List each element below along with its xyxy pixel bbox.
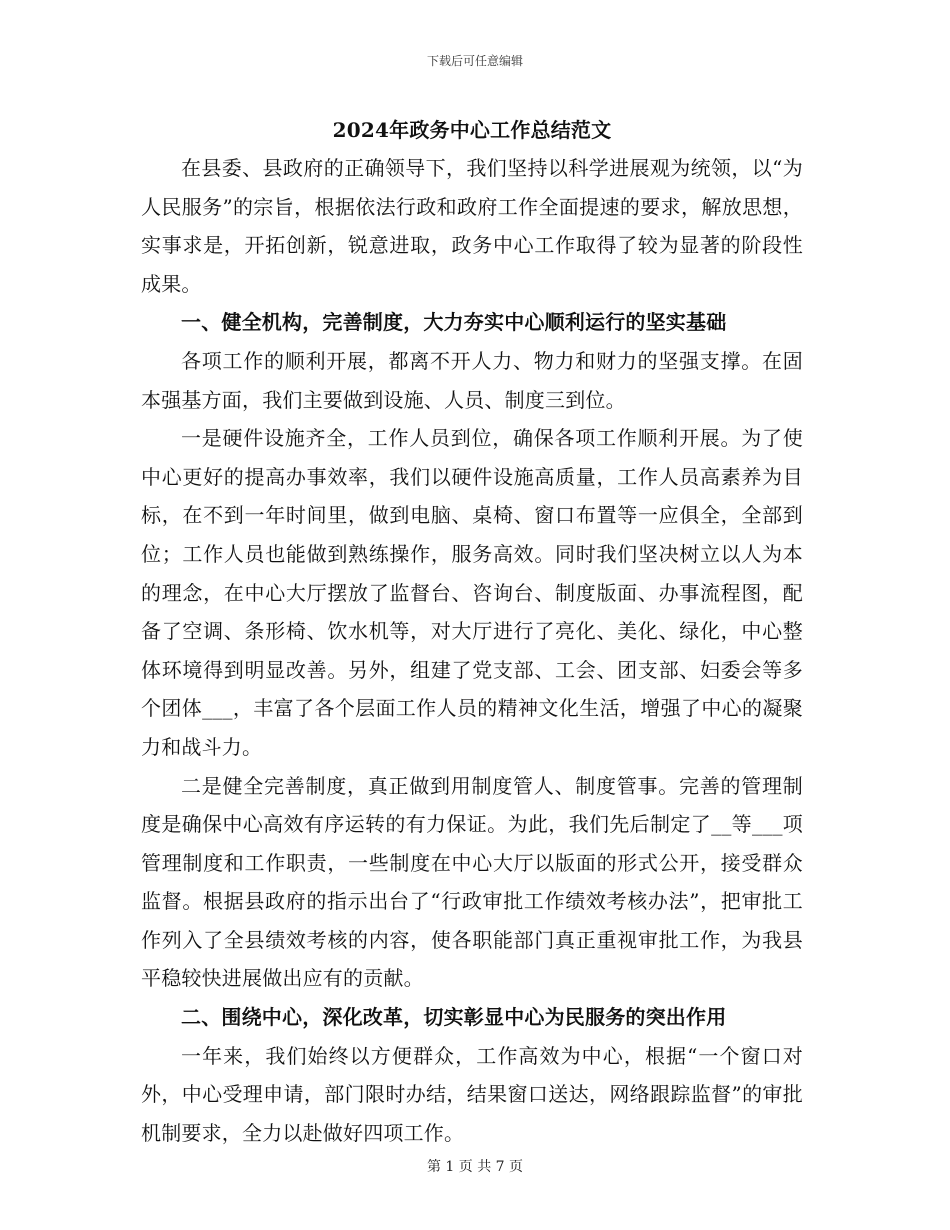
body-paragraph: 二是健全完善制度，真正做到用制度管人、制度管事。完善的管理制度是确保中心高效有序运转的有力保证。为此，我们先后制定了__等___项管理制度和工作职责，一些制度在中心大厅以版面的形式公开，接受群众监督。根据县政府的指示出台了“行政审批工作绩效考核办法”，把审批工作列入了全县绩效考核的内容，使各职能部门真正重视审批工作，为我县平稳较快进展做出应有的贡献。: [141, 773, 803, 991]
body-paragraph: 一是硬件设施齐全，工作人员到位，确保各项工作顺利开展。为了使中心更好的提高办事效率，我们以硬件设施高质量，工作人员高素养为目标，在不到一年时间里，做到电脑、桌椅、窗口布置等一应俱全，全部到位；工作人员也能做到熟练操作，服务高效。同时我们坚决树立以人为本的理念，在中心大厅摆放了监督台、咨询台、制度版面、办事流程图，配备了空调、条形椅、饮水机等，对大厅进行了亮化、美化、绿化，中心整体环境得到明显改善。另外，组建了党支部、工会、团支部、妇委会等多个团体___，丰富了各个层面工作人员的精神文化生活，增强了中心的凝聚力和战斗力。: [141, 426, 803, 759]
document-body: [141, 111, 803, 1152]
section-heading-2: 二、围绕中心，深化改革，切实彰显中心为民服务的突出作用: [181, 1005, 727, 1030]
page-header-note: 下载后可任意编辑: [426, 54, 523, 68]
intro-paragraph: 在县委、县政府的正确领导下，我们坚持以科学进展观为统领，以“为人民服务”的宗旨，根据依法行政和政府工作全面提速的要求，解放思想，实事求是，开拓创新，锐意进取，政务中心工作取得了较为显著的阶段性成果。: [141, 156, 803, 296]
body-paragraph: 各项工作的顺利开展，都离不开人力、物力和财力的坚强支撑。在固本强基方面，我们主要做到设施、人员、制度三到位。: [141, 348, 803, 412]
body-paragraph: 一年来，我们始终以方便群众，工作高效为中心，根据“一个窗口对外，中心受理申请，部门限时办结，结果窗口送达，网络跟踪监督”的审批机制要求，全力以赴做好四项工作。: [141, 1043, 803, 1145]
page-number: 第 1 页 共 7 页: [426, 1159, 524, 1175]
section-heading-1: 一、健全机构，完善制度，大力夯实中心顺利运行的坚实基础: [181, 310, 727, 335]
document-title: 2024年政务中心工作总结范文: [332, 118, 612, 142]
